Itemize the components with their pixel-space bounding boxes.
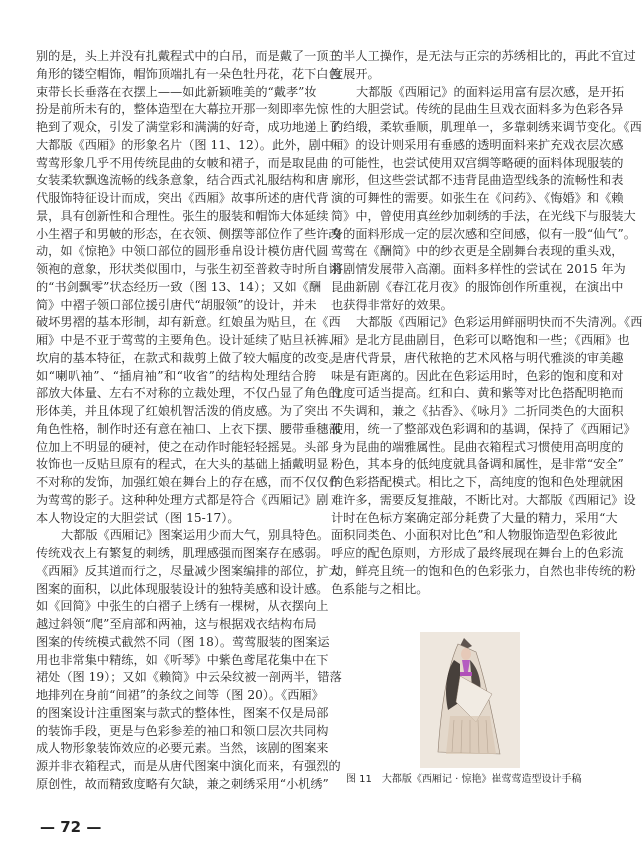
text-line: 地排列在身前“间裙”的条纹之间等（图 20）。《西厢》 <box>36 688 324 702</box>
costume-sketch-image <box>420 632 520 768</box>
text-line: 代服饰特征设计而成，突出《西厢》故事所述的唐代背 <box>36 191 329 205</box>
text-line: 的半人工操作，是无法与正宗的苏绣相比的，再此不宜过 <box>331 49 636 63</box>
text-line: 源并非衣箱程式，而是从唐代图案中演化而来，有强烈的 <box>36 759 341 773</box>
figure-caption <box>346 770 581 785</box>
figure-caption-text: 大都版《西厢记 · 惊艳》崔莺莺造型设计手稿 <box>381 774 582 785</box>
paragraph <box>331 314 642 598</box>
paragraph <box>331 84 642 315</box>
page-number: — 72 — <box>40 818 102 836</box>
text-line: 形体美，并且体现了红娘机智活泼的俏皮感。为了突出 <box>36 404 329 418</box>
text-line: 味是有距离的。因此在色彩运用时，色彩的饱和度和对 <box>331 368 624 383</box>
text-line: 性的大胆尝试。传统的昆曲生旦戏衣面料多为色彩各异 <box>331 102 624 117</box>
text-line: 的绉缎，柔软垂顺，肌理单一，多靠刺绣来调节变化。《西 <box>331 120 642 134</box>
text-line: 如《回简》中张生的白褶子上绣有一棵树，从衣摆向上 <box>36 599 329 614</box>
text-line: 图案的面积，以此体现服装设计的独特美感和设计感。 <box>36 581 329 596</box>
text-line: 大都版《西厢》的形象名片（图 11、12）。此外，剧中 <box>36 137 333 152</box>
text-line: 越过斜领“爬”至肩部和两袖，这与根据戏衣结构布局 <box>36 617 317 631</box>
text-line: 简》中，曾使用真丝纱加刺绣的手法，在光线下与服装大 <box>331 208 636 223</box>
text-line: 简》中褶子领口部位援引唐代“胡服领”的设计，并未 <box>36 297 317 312</box>
text-line: 如“喇叭袖”、“插肩袖”和“收省”的结构处理结合胯 <box>36 368 316 383</box>
text-line: 厢》是北方昆曲剧目，色彩可以略饱和一些；《西厢》也 <box>331 333 630 347</box>
right-text-column <box>331 48 642 598</box>
paragraph <box>331 48 636 84</box>
text-line: 不失调和，兼之《拈香》、《咏月》二折同类色的大面积 <box>331 404 624 418</box>
text-line: 束带长长垂落在衣摆上——如此新颖唯美的“戴孝”妆 <box>36 84 317 99</box>
text-line: 的装饰手段，更是与色彩参差的袖口和领口层次共同构 <box>36 723 329 738</box>
text-line: 计时在色标方案确定部分耗费了大量的精力，采用“大 <box>331 510 618 525</box>
text-line: 昆曲新剧《春江花月夜》的服饰创作所重视，在演出中 <box>331 279 624 294</box>
text-line: 用也非常集中精练，如《听琴》中紫色鸢尾花集中在下 <box>36 652 329 667</box>
text-line: 坎肩的基本特征，在款式和裁剪上做了较大幅度的改变。 <box>36 350 341 365</box>
text-line: 将剧情发展带入高潮。面料多样性的尝试在 2015 年为 <box>331 262 626 276</box>
text-line: 粉色，其本身的低纯度就具备调和属性，是非常“安全” <box>331 457 624 472</box>
paragraph <box>36 527 342 793</box>
text-line: 妆饰也一反贴旦原有的程式，在大头的基础上插戴明显 <box>36 457 329 472</box>
text-line: 女装柔软飘逸流畅的线条意象，结合西式礼服结构和唐 <box>36 173 329 188</box>
text-line: 比度可适当提高。红和白、黄和紫等对比色搭配明艳而 <box>331 386 624 401</box>
text-line: 的“书剑飘零”状态经历一致（图 13、14）；又如《酬 <box>36 279 322 294</box>
text-line: 不对称的发饰，加强红娘在舞台上的存在感，而不仅仅作 <box>36 475 341 489</box>
text-line: 厢》的设计则采用有垂感的透明面料来扩充戏衣层次感 <box>331 137 624 152</box>
text-line: 廓形，但这些尝试都不违背昆曲造型线条的流畅性和表 <box>331 173 624 188</box>
text-line: 色系能与之相比。 <box>331 581 429 596</box>
text-line: 的图案设计注重图案与款式的整体性，图案不仅是局部 <box>36 705 329 720</box>
text-line: 演的可舞性的需要。如张生在《问药》、《悔婚》和《赖 <box>331 191 624 205</box>
text-line: 动，如《惊艳》中领口部位的圆形垂帛设计模仿唐代圆 <box>36 244 329 259</box>
text-line: 小生褶子和男帔的形态，在衣领、侧摆等部位作了些许改 <box>36 226 341 241</box>
text-line: 厢》中是不亚于莺莺的主要角色。设计延续了贴旦袄裤、 <box>36 333 341 347</box>
text-line: 《西厢》反其道而行之，尽量减少图案编排的部位，扩大 <box>36 563 341 578</box>
text-line: 图案的传统模式截然不同（图 18）。莺莺服装的图案运 <box>36 634 330 649</box>
text-line: 位加上不明显的硬衬，使之在动作时能轻轻摇晃。头部 <box>36 439 329 454</box>
text-line: 成人物形象装饰效应的必要元素。当然，该剧的图案来 <box>36 741 329 756</box>
costume-sketch-figure <box>420 632 520 768</box>
text-line: 度展开。 <box>331 66 380 81</box>
text-line: 大都版《西厢记》图案运用少而大气，别具特色。 <box>61 528 330 543</box>
text-line: 大都版《西厢记》的面料运用富有层次感，是开拓 <box>356 84 625 99</box>
text-line: 角色性格，制作时还有意在袖口、上衣下摆、腰带垂穗部 <box>36 421 341 436</box>
text-line: 传统戏衣上有繁复的刺绣，肌理感强而图案存在感弱。 <box>36 546 329 560</box>
text-line: 也获得非常好的效果。 <box>331 297 453 312</box>
figure-number: 图 11 <box>346 774 372 785</box>
text-line: 莺莺在《酬简》中的纱衣更是全剧舞台表现的重头戏， <box>331 244 624 259</box>
text-line: 部放大体量、左右不对称的立裁处理，不仅凸显了角色的 <box>36 386 341 401</box>
text-line: 难许多，需要反复推敲，不断比对。大都版《西厢记》设 <box>331 492 636 507</box>
text-line: 为莺莺的影子。这种种处理方式都是符合《西厢记》剧 <box>36 492 329 507</box>
text-line: 呼应的配色原则，方形成了最终展现在舞台上的色彩流 <box>331 546 624 560</box>
text-line: 动，鲜亮且统一的饱和色的色彩张力，自然也非传统的粉 <box>331 563 636 578</box>
text-line: 身的面料形成一定的层次感和空间感，似有一股“仙气”。 <box>331 226 636 241</box>
text-line: 原创性，故而精致度略有欠缺，兼之刺绣采用“小机绣” <box>36 776 329 791</box>
text-line: 破坏男褶的基本形制，却有新意。红娘虽为贴旦，在《西 <box>36 315 341 330</box>
text-line: 别的是，头上并没有扎戴程式中的白吊，而是戴了一顶三 <box>36 49 341 63</box>
text-line: 是唐代背景，唐代秾艳的艺术风格与明代雅淡的审美趣 <box>331 350 624 365</box>
text-line: 本人物设定的大胆尝试（图 15-17）。 <box>36 510 240 525</box>
text-line: 景，具有创新性和合理性。张生的服装和帽饰大体延续 <box>36 208 329 223</box>
text-line: 领袍的意象，形状类似围巾，与张生初至普救寺时所自诩 <box>36 262 341 276</box>
text-line: 艳到了观众，引发了满堂彩和满满的好奇，成功地递上了 <box>36 120 341 134</box>
left-text-column <box>36 48 342 794</box>
text-line: 面积同类色、小面积对比色”和人物服饰造型色彩彼此 <box>331 528 618 543</box>
text-line: 身为昆曲的端雅属性。昆曲衣箱程式习惯使用高明度的 <box>331 439 624 454</box>
text-line: 使用，统一了整部戏色彩调和的基调，保持了《西厢记》 <box>331 421 636 436</box>
text-line: 的可能性，也尝试使用双宫绸等略硬的面料体现服装的 <box>331 155 624 170</box>
text-line: 的色彩搭配模式。相比之下，高纯度的饱和色处理就困 <box>331 475 624 489</box>
text-line: 莺莺形象几乎不用传统昆曲的女帔和裙子，而是取昆曲 <box>36 155 329 170</box>
text-line: 裙处（图 19）；又如《赖简》中云朵纹被一剖两半，错落 <box>36 670 342 685</box>
text-line: 扮是前所未有的，整体造型在大幕拉开那一刻即率先惊 <box>36 102 329 117</box>
text-line: 角形的镂空帽饰，帽饰顶端扎有一朵色牡丹花，花下白色 <box>36 66 341 81</box>
paragraph <box>36 48 341 527</box>
text-line: 大都版《西厢记》色彩运用鲜丽明快而不失清冽。《西 <box>356 315 642 330</box>
